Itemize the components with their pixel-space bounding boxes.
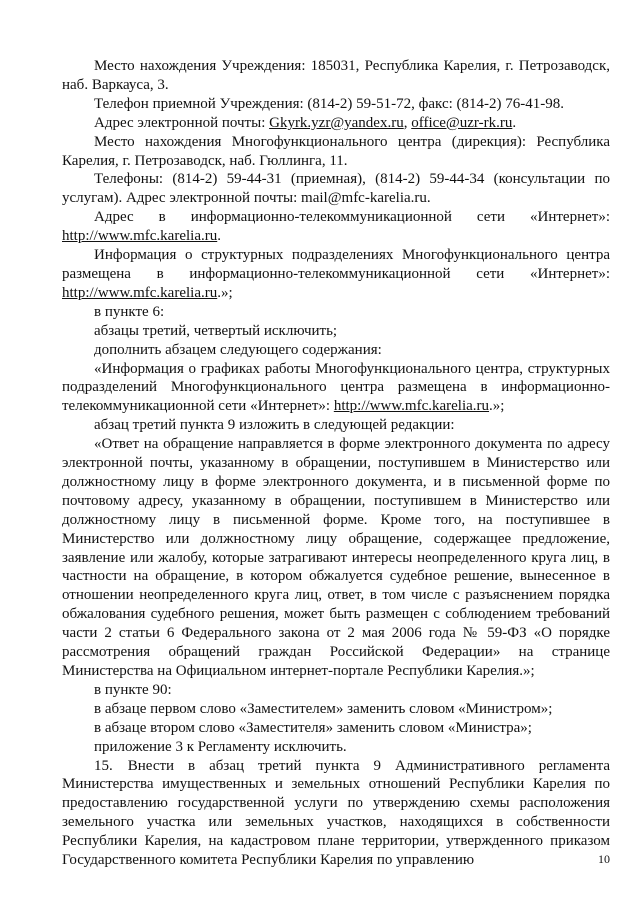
schedule-info-link[interactable]: http://www.mfc.karelia.ru bbox=[333, 398, 490, 415]
mfc-structure-text: Информация о структурных подразделениях Многофункционального центра размещена в информационно-телекоммуникационной сети «Интернет»: bbox=[62, 247, 610, 282]
paragraph-first-abzac: в абзаце первом слово «Заместителем» заменить словом «Министром»; bbox=[94, 700, 553, 717]
mfc-structure-end: .»; bbox=[217, 284, 233, 301]
paragraph-institution-phone: Телефон приемной Учреждения: (814-2) 59-51-72, факс: (814-2) 76-41-98. bbox=[94, 95, 564, 112]
paragraph-appendix-exclude: приложение 3 к Регламенту исключить. bbox=[94, 738, 347, 755]
mfc-website-link[interactable]: http://www.mfc.karelia.ru bbox=[62, 228, 218, 245]
paragraph-exclude-3-4: абзацы третий, четвертый исключить; bbox=[94, 322, 338, 339]
paragraph-mfc-structure bbox=[62, 246, 610, 303]
paragraph-mfc-website bbox=[62, 208, 610, 246]
paragraph-mfc-location: Место нахождения Многофункционального центра (дирекция): Республика Карелия, г. Петрозаводск, наб. Гюллинга, 11. bbox=[62, 133, 610, 169]
schedule-info-text: «Информация о графиках работы Многофункционального центра, структурных подразделений Многофункционального центра размещена в информационно-телекоммуникационной сети «Интернет»: bbox=[62, 360, 610, 415]
paragraph-point-90: в пункте 90: bbox=[94, 681, 172, 698]
schedule-info-end: .»; bbox=[489, 398, 505, 415]
mfc-website-label: Адрес в информационно-телекоммуникационной сети «Интернет»: bbox=[94, 209, 610, 226]
paragraph-mfc-phones: Телефоны: (814-2) 59-44-31 (приемная), (814-2) 59-44-34 (консультации по услугам). Адрес электронной почты: mail@mfc-karelia.ru. bbox=[62, 171, 610, 207]
paragraph-response-text: «Ответ на обращение направляется в форме электронного документа по адресу электронной почты, указанному в обращении, поступившем в Министерство или должностному лицу в форме электронного документа, и в письменной форме по почтовому адресу, указанному в обращении, поступившем в Министерство или должностному лицу в письменной форме. Кроме того, на поступившее в Министерство или должностному лицу обращение, содержащее предложение, заявление или жалобу, которые затрагивают интересы неопределенного круга лиц, в частности на обращение, в котором обжалуется судебное решение, вынесенное в отношении неопределенного круга лиц, ответ, в том числе с разъяснением порядка обжалования судебного решения, может быть размещен с соблюдением требований части 2 статьи 6 Федерального закона от 2 мая 2006 года № 59-ФЗ «О порядке рассмотрения обращений граждан Российской Федерации» на странице Министерства на Официальном интернет-портале Республики Карелия.»; bbox=[62, 436, 610, 679]
paragraph-second-abzac: в абзаце втором слово «Заместителя» заменить словом «Министра»; bbox=[94, 719, 532, 736]
mfc-structure-link[interactable]: http://www.mfc.karelia.ru bbox=[62, 284, 218, 301]
document-body bbox=[62, 57, 610, 870]
mfc-website-period: . bbox=[217, 228, 221, 245]
paragraph-point-6: в пункте 6: bbox=[94, 303, 165, 320]
paragraph-item-15: 15. Внести в абзац третий пункта 9 Административного регламента Министерства имущественных и земельных отношений Республики Карелия по предоставлению государственной услуги по утверждению схемы расположения земельного участка или земельных участков, находящихся в собственности Республики Карелия, на кадастровом плане территории, утвержденного приказом Государственного комитета Республики Карелия по управлению bbox=[62, 757, 610, 869]
email-period: . bbox=[512, 114, 517, 131]
email-link-yandex[interactable]: Gkyrk.yzr@yandex.ru bbox=[269, 114, 404, 131]
paragraph-add-content: дополнить абзацем следующего содержания: bbox=[94, 341, 382, 358]
paragraph-schedule-info bbox=[62, 360, 610, 417]
email-link-office[interactable]: office@uzr-rk.ru bbox=[411, 114, 513, 131]
email-label: Адрес электронной почты: bbox=[94, 114, 270, 131]
email-separator: , bbox=[403, 114, 412, 131]
paragraph-institution-location: Место нахождения Учреждения: 185031, Республика Карелия, г. Петрозаводск, наб. Варкауса, 3. bbox=[62, 58, 610, 93]
page-number: 10 bbox=[598, 852, 610, 866]
paragraph-email bbox=[62, 114, 610, 133]
paragraph-point-9-intro: абзац третий пункта 9 изложить в следующей редакции: bbox=[94, 417, 455, 434]
